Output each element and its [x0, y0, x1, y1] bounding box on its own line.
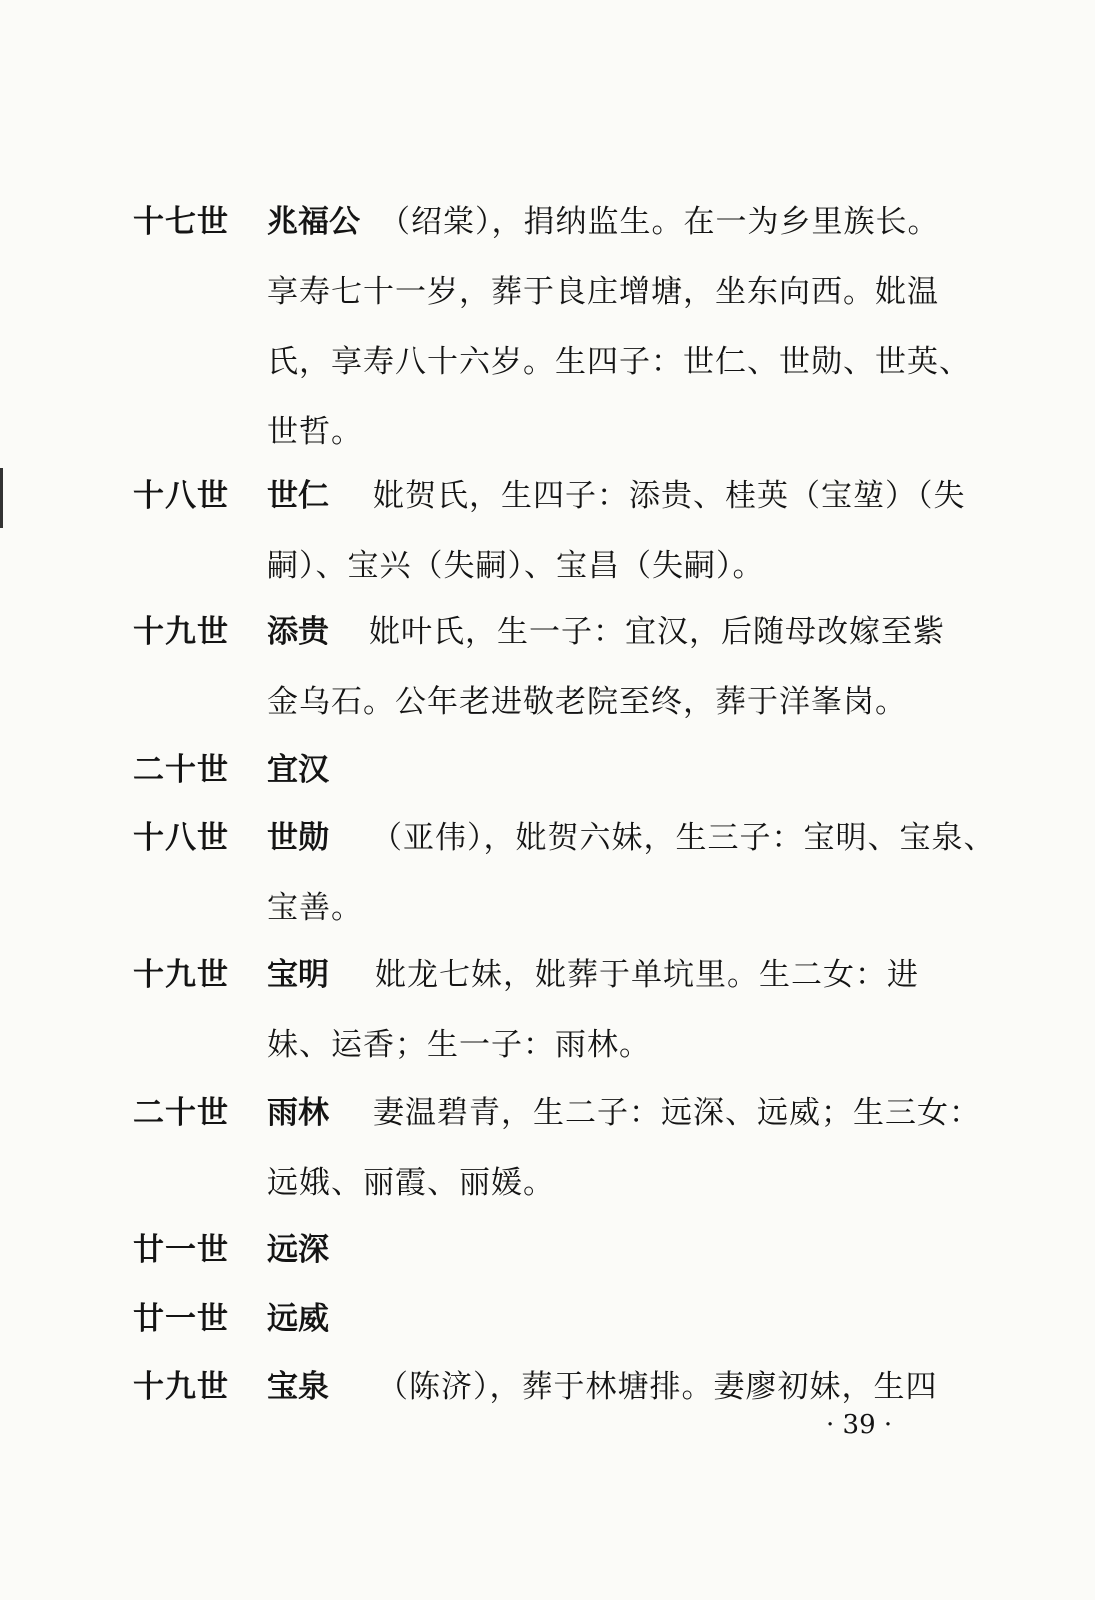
entry-text: （绍棠），捐纳监生。在一为乡里族长。 [379, 204, 940, 240]
person-name: 宝明 [267, 957, 329, 993]
entry-first-line [133, 940, 963, 1010]
person-name: 远深 [267, 1232, 329, 1268]
entry-text: 宝善。 [267, 890, 363, 926]
entry-first-line [133, 461, 966, 531]
entry-line [133, 1010, 963, 1080]
person-name: 世勋 [267, 820, 329, 856]
person-name: 雨林 [267, 1095, 329, 1131]
genealogy-entry [133, 461, 966, 601]
entry-text: 世哲。 [267, 414, 363, 450]
person-name: 宜汉 [267, 752, 329, 788]
generation-label: 十九世 [133, 1369, 229, 1405]
genealogy-entry [133, 597, 963, 737]
generation-label: 二十世 [133, 1095, 229, 1131]
person-name: 宝泉 [267, 1369, 329, 1405]
entry-first-line [133, 187, 963, 257]
person-name: 添贵 [267, 614, 329, 650]
generation-label: 十八世 [133, 478, 229, 514]
entry-text: 妣龙七妹，妣葬于单坑里。生二女：进 [375, 957, 919, 993]
page-number: · 39 · [826, 1410, 893, 1440]
entry-text: 妣叶氏，生一子：宜汉，后随母改嫁至紫 [369, 614, 945, 650]
genealogy-entry [133, 1284, 963, 1354]
person-name: 兆福公 [267, 204, 360, 240]
person-name: 远威 [267, 1301, 329, 1337]
generation-label: 十九世 [133, 614, 229, 650]
entry-first-line [133, 1078, 981, 1148]
entry-line [133, 1148, 963, 1218]
entry-text: 妻温碧青，生二子：远深、远威；生三女： [373, 1095, 981, 1131]
genealogy-entry [133, 1078, 981, 1218]
entry-text: 享寿七十一岁，葬于良庄增塘，坐东向西。妣温 [267, 274, 939, 310]
entry-text: 金乌石。公年老进敬老院至终，葬于洋峯岗。 [267, 684, 907, 720]
generation-label: 廿一世 [133, 1301, 229, 1337]
entry-line [133, 257, 963, 327]
generation-label: 二十世 [133, 752, 229, 788]
entry-text: 妹、运香；生一子：雨林。 [267, 1027, 651, 1063]
genealogy-entry [133, 735, 963, 805]
entry-line [133, 397, 963, 467]
entry-text: （陈济），葬于林塘排。妻廖初妹，生四 [377, 1369, 938, 1405]
entry-text: 远娥、丽霞、丽媛。 [267, 1165, 555, 1201]
entry-line [133, 667, 963, 737]
generation-label: 廿一世 [133, 1232, 229, 1268]
generation-label: 十九世 [133, 957, 229, 993]
entry-text: 妣贺氏，生四子：添贵、桂英（宝堃）（失 [373, 478, 966, 514]
entry-text: 嗣）、宝兴（失嗣）、宝昌（失嗣）。 [267, 548, 765, 584]
entry-first-line [133, 1284, 963, 1354]
entry-line [133, 327, 971, 397]
entry-first-line [133, 803, 996, 873]
entry-first-line [133, 1215, 963, 1285]
entry-line [133, 531, 963, 601]
genealogy-entry [133, 1215, 963, 1285]
person-name: 世仁 [267, 478, 329, 514]
genealogy-entry [133, 803, 996, 943]
entry-text: （亚伟），妣贺六妹，生三子：宝明、宝泉、 [371, 820, 996, 856]
entry-first-line [133, 735, 963, 805]
page-edge-mark [0, 468, 3, 528]
generation-label: 十七世 [133, 204, 229, 240]
entry-line [133, 873, 963, 943]
genealogy-entry [133, 940, 963, 1080]
generation-label: 十八世 [133, 820, 229, 856]
entry-text: 氏，享寿八十六岁。生四子：世仁、世勋、世英、 [267, 344, 971, 380]
entry-first-line [133, 597, 963, 667]
genealogy-entry [133, 187, 971, 467]
